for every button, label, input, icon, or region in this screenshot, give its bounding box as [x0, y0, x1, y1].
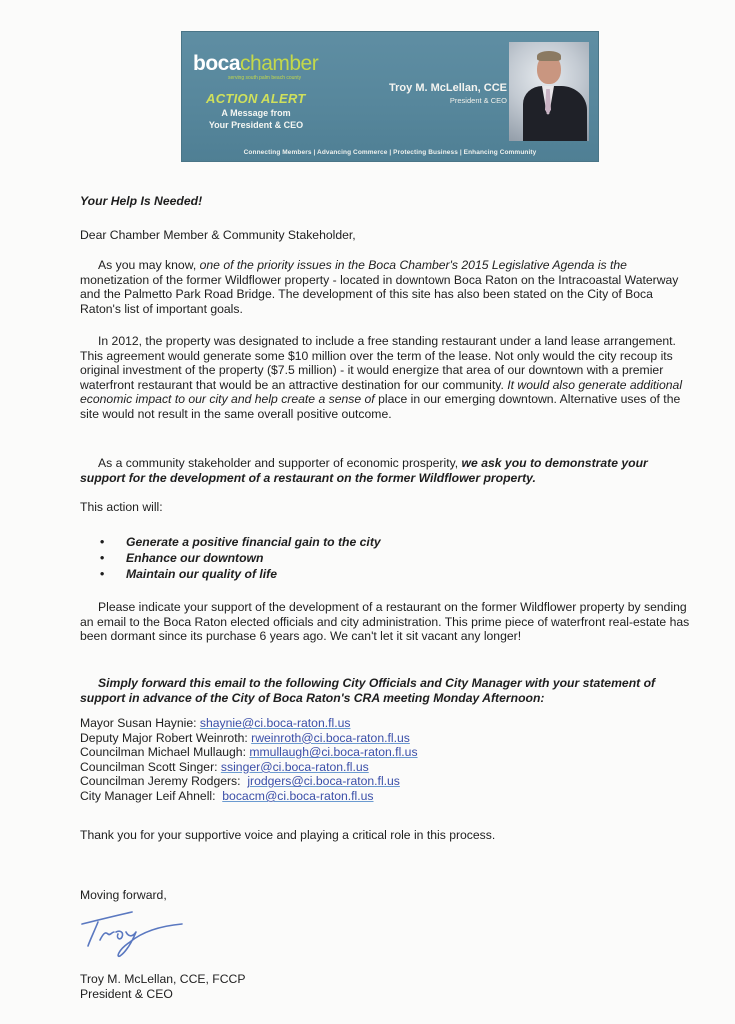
logo-boca-text: boca — [193, 52, 241, 75]
salutation: Dear Chamber Member & Community Stakeholder, — [80, 228, 356, 242]
contact-label: Councilman Scott Singer: — [80, 759, 221, 774]
subtitle-line-1: A Message from — [221, 108, 291, 118]
p2-intro: In 2012, the property was designated to include a free standing restaurant under a land lease arrangement. This agreement would generate some $10 million over the term of the lease. Not only would the city recoup its original investment of the property ($7.5 million) - it would energize that area of our downtown with a premier waterfront restaurant that would be an attractive destination for our community. — [80, 334, 676, 392]
action-alert-banner — [181, 31, 599, 162]
p3-intro: As a community stakeholder and supporter of economic prosperity, — [98, 456, 462, 470]
email-link[interactable]: rweinroth@ci.boca-raton.fl.us — [251, 730, 410, 745]
p2-rest: place in our emerging downtown. Alternative uses of the site would not result in the same overall positive outcome. — [80, 392, 681, 421]
contact-row — [80, 789, 418, 804]
paragraph-5: Simply forward this email to the following City Officials and City Manager with your statement of support in advance of the City of Boca Raton's CRA meeting Monday Afternoon: — [80, 676, 656, 705]
action-item: • Enhance our downtown — [100, 550, 381, 566]
action-alert-subtitle — [181, 107, 331, 131]
contact-label: City Manager Leif Ahnell: — [80, 788, 223, 803]
signer-title: President & CEO — [80, 987, 173, 1001]
closing: Moving forward, — [80, 888, 167, 902]
action-alert-title: ACTION ALERT — [206, 91, 306, 106]
letter-heading: Your Help Is Needed! — [80, 194, 203, 208]
contact-row — [80, 760, 418, 775]
signer-name: Troy M. McLellan, CCE, FCCP — [80, 972, 246, 986]
action-item: • Generate a positive financial gain to the city — [100, 534, 381, 550]
contact-list — [80, 716, 418, 804]
contact-row — [80, 745, 418, 760]
paragraph-3 — [80, 456, 692, 485]
logo-tagline: serving south palm beach county — [228, 75, 302, 81]
banner-tagline: Connecting Members | Advancing Commerce | Protecting Business | Enhancing Community — [243, 149, 537, 156]
p1-italic: one of the priority issues in the Boca Chamber's 2015 Legislative Agenda is the — [199, 258, 627, 272]
ceo-name: Troy M. McLellan, CCE — [389, 82, 507, 94]
contact-label: Deputy Major Robert Weinroth: — [80, 730, 252, 745]
ceo-portrait-photo — [509, 42, 589, 141]
contact-row — [80, 731, 418, 746]
email-link[interactable]: ssinger@ci.boca-raton.fl.us — [220, 759, 369, 774]
subtitle-line-2: Your President & CEO — [208, 120, 304, 130]
thank-you-line: Thank you for your supportive voice and playing a critical role in this process. — [80, 828, 496, 842]
p1-intro: As you may know, — [98, 258, 200, 272]
contact-row — [80, 716, 418, 731]
boca-chamber-logo — [193, 53, 328, 87]
contact-label: Mayor Susan Haynie: — [80, 716, 200, 730]
signature-icon — [80, 910, 190, 960]
p1-rest: monetization of the former Wildflower property - located in downtown Boca Raton on the Intracoastal Waterway and the Palmetto Park Road Bridge. The development of this site has also been stated on the City of Boca Raton's list of important goals. — [80, 272, 679, 316]
contact-label: Councilman Jeremy Rodgers: — [80, 774, 248, 789]
email-link[interactable]: shaynie@ci.boca-raton.fl.us — [199, 716, 351, 730]
paragraph-2 — [80, 334, 692, 422]
paragraph-4: Please indicate your support of the development of a restaurant on the former Wildflower property by sending an email to the Boca Raton elected officials and city administration. This prime piece of waterfront real-estate has been dormant since its purchase 6 years ago. We can't let it sit vacant any longer! — [80, 600, 690, 644]
action-intro: This action will: — [80, 500, 163, 514]
email-link[interactable]: bocacm@ci.boca-raton.fl.us — [222, 788, 374, 803]
action-item: • Maintain our quality of life — [100, 566, 381, 582]
ceo-name-block — [389, 82, 507, 105]
action-list — [100, 534, 381, 582]
email-link[interactable]: jrodgers@ci.boca-raton.fl.us — [247, 774, 400, 789]
p2-italic: It would also generate additional economic impact to our city and help create a sense of — [80, 377, 683, 407]
contact-row — [80, 774, 418, 789]
paragraph-1 — [80, 258, 692, 316]
ceo-title: President & CEO — [449, 96, 507, 105]
p3-call-to-action: we ask you to demonstrate your support for the development of a restaurant on the former Wildflower property. — [80, 456, 648, 485]
email-link[interactable]: mmullaugh@ci.boca-raton.fl.us — [249, 745, 418, 760]
logo-chamber-text: chamber — [240, 52, 319, 75]
contact-label: Councilman Michael Mullaugh: — [80, 745, 250, 760]
